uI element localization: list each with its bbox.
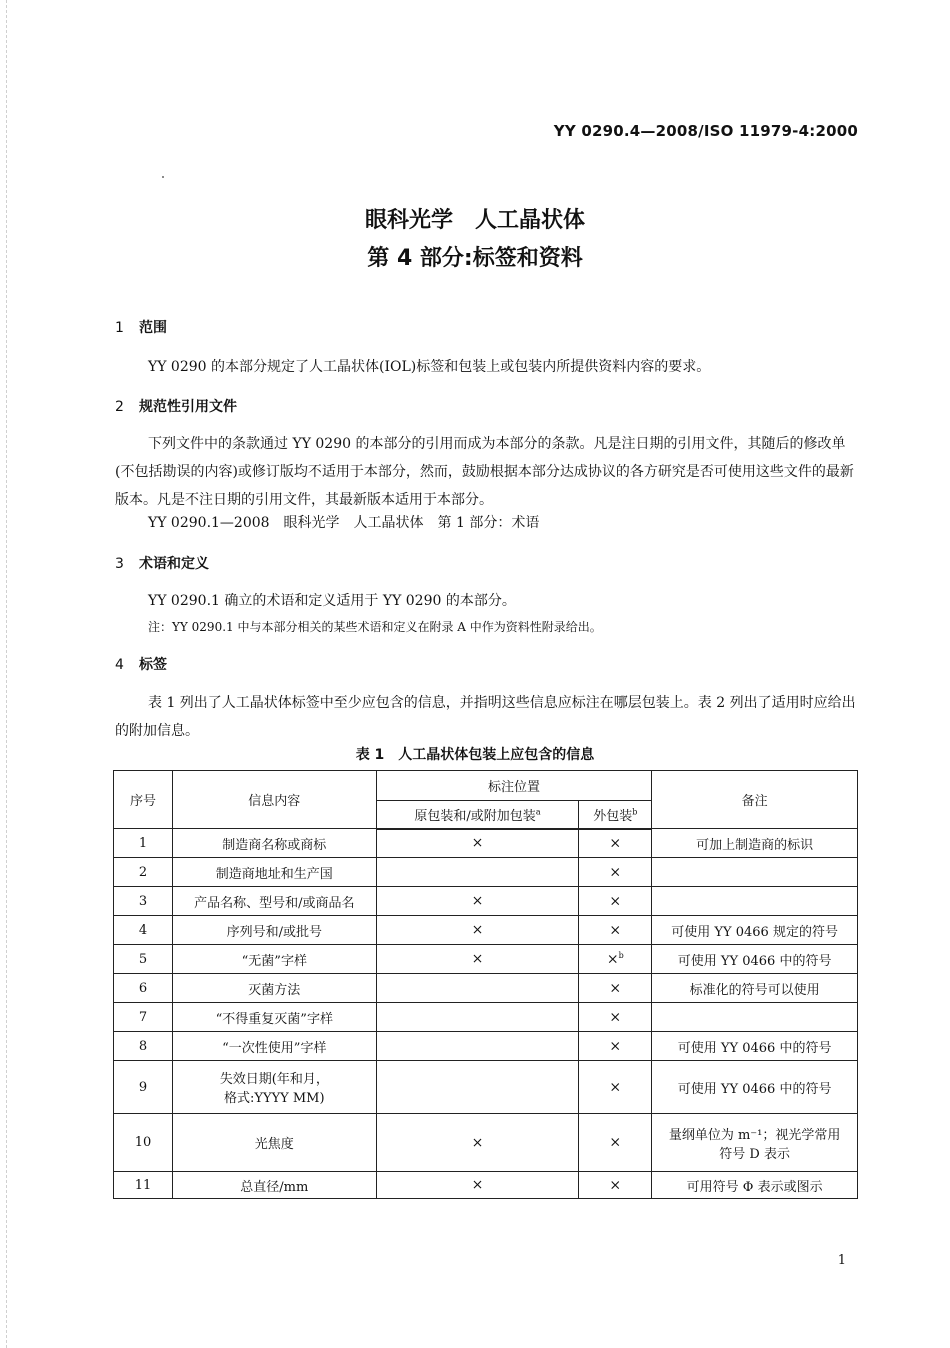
row-info: 灭菌方法: [172, 974, 376, 1003]
row-primary-mark: [376, 1003, 579, 1032]
row-seq: 11: [114, 1172, 173, 1199]
row-outer-mark: ×: [579, 829, 652, 858]
table-row: [114, 858, 858, 887]
section-3-heading: [115, 553, 209, 573]
header-position: 标注位置: [376, 771, 652, 801]
row-remark: 可用符号 Φ 表示或图示: [652, 1172, 858, 1199]
info-table: [113, 770, 858, 1199]
row-remark: 可使用 YY 0466 规定的符号: [652, 916, 858, 945]
row-info: 制造商名称或商标: [172, 829, 376, 858]
row-outer-mark: ×: [579, 916, 652, 945]
row-primary-mark: ×: [376, 829, 579, 858]
row-info: 总直径/mm: [172, 1172, 376, 1199]
row-info: 制造商地址和生产国: [172, 858, 376, 887]
row-info: 光焦度: [172, 1114, 376, 1172]
row-seq: 7: [114, 1003, 173, 1032]
header-remarks: 备注: [652, 771, 858, 829]
row-remark: 可加上制造商的标识: [652, 829, 858, 858]
section-1-text: YY 0290 的本部分规定了人工晶状体(IOL)标签和包装上或包装内所提供资料内容的要求。: [148, 359, 711, 375]
section-4-heading: [115, 654, 167, 674]
section-number: 1: [115, 320, 124, 336]
row-primary-mark: ×: [376, 1114, 579, 1172]
row-primary-mark: ×: [376, 887, 579, 916]
section-number: 3: [115, 556, 124, 572]
table-row: [114, 1003, 858, 1032]
table-row: [114, 916, 858, 945]
row-outer-mark: ×: [579, 1172, 652, 1199]
section-number: 4: [115, 657, 124, 673]
row-outer-mark: ×: [579, 1003, 652, 1032]
row-info: “不得重复灭菌”字样: [172, 1003, 376, 1032]
row-info: 失效日期(年和月， 格式:YYYY MM): [172, 1061, 376, 1114]
row-seq: 2: [114, 858, 173, 887]
section-2-text: 下列文件中的条款通过 YY 0290 的本部分的引用而成为本部分的条款。凡是注日期的引用文件，其随后的修改单(不包括勘误的内容)或修订版均不适用于本部分，然而，鼓励根据本部分达成协议的各方研究是否可使用这些文件的最新版本。凡是不注日期的引用文件，其最新版本适用于本部分。: [115, 436, 854, 508]
footnote-marker: b: [632, 807, 638, 817]
section-title: 术语和定义: [139, 556, 209, 572]
row-outer-mark: ×: [579, 974, 652, 1003]
row-remark: 可使用 YY 0466 中的符号: [652, 1061, 858, 1114]
row-info: 序列号和/或批号: [172, 916, 376, 945]
table-row: [114, 1172, 858, 1199]
normative-reference: YY 0290.1—2008 眼科光学 人工晶状体 第 1 部分：术语: [148, 515, 540, 531]
row-info: “无菌”字样: [172, 945, 376, 974]
standard-code: YY 0290.4—2008/ISO 11979-4:2000: [553, 122, 858, 140]
header-outer-package: 外包装$^b$: [579, 801, 652, 829]
footnote-marker: a: [535, 807, 541, 817]
row-seq: 6: [114, 974, 173, 1003]
table-row: [114, 1114, 858, 1172]
row-outer-mark: ×$^b$: [579, 945, 652, 974]
row-outer-mark: ×: [579, 1032, 652, 1061]
section-title: 标签: [139, 657, 167, 673]
section-1-heading: [115, 317, 167, 337]
row-remark: [652, 858, 858, 887]
header-seq: 序号: [114, 771, 173, 829]
table-row: [114, 887, 858, 916]
header-info: 信息内容: [172, 771, 376, 829]
row-remark: [652, 887, 858, 916]
table-row: [114, 829, 858, 858]
row-remark: 量纲单位为 m⁻¹；视光学常用 符号 D 表示: [652, 1114, 858, 1172]
section-title: 规范性引用文件: [139, 399, 237, 415]
row-seq: 1: [114, 829, 173, 858]
page-number: 1: [837, 1253, 846, 1268]
table-row: [114, 945, 858, 974]
document-title: 眼科光学 人工晶状体: [364, 208, 585, 233]
table-caption: 表 1 人工晶状体包装上应包含的信息: [355, 747, 595, 763]
footnote-marker: b: [618, 950, 624, 960]
section-4-text: 表 1 列出了人工晶状体标签中至少应包含的信息，并指明这些信息应标注在哪层包装上。表 2 列出了适用时应给出的附加信息。: [115, 695, 856, 739]
table-row: [114, 974, 858, 1003]
table-row: [114, 1061, 858, 1114]
row-primary-mark: [376, 1032, 579, 1061]
row-seq: 8: [114, 1032, 173, 1061]
section-3-text: YY 0290.1 确立的术语和定义适用于 YY 0290 的本部分。: [148, 593, 516, 609]
row-remark: [652, 1003, 858, 1032]
scan-dot: [162, 176, 164, 178]
row-primary-mark: [376, 1061, 579, 1114]
row-primary-mark: [376, 974, 579, 1003]
row-seq: 4: [114, 916, 173, 945]
row-outer-mark: ×: [579, 887, 652, 916]
row-seq: 10: [114, 1114, 173, 1172]
document-subtitle: 第 4 部分:标签和资料: [367, 246, 583, 271]
row-primary-mark: ×: [376, 916, 579, 945]
row-primary-mark: [376, 858, 579, 887]
row-seq: 5: [114, 945, 173, 974]
row-info: “一次性使用”字样: [172, 1032, 376, 1061]
section-title: 范围: [139, 320, 167, 336]
row-seq: 3: [114, 887, 173, 916]
row-seq: 9: [114, 1061, 173, 1114]
header-primary-package: 原包装和/或附加包装$^a$: [376, 801, 579, 829]
row-primary-mark: ×: [376, 1172, 579, 1199]
row-primary-mark: ×: [376, 945, 579, 974]
section-2-heading: [115, 396, 237, 416]
row-outer-mark: ×: [579, 858, 652, 887]
row-remark: 可使用 YY 0466 中的符号: [652, 1032, 858, 1061]
row-outer-mark: ×: [579, 1061, 652, 1114]
row-remark: 标准化的符号可以使用: [652, 974, 858, 1003]
row-remark: 可使用 YY 0466 中的符号: [652, 945, 858, 974]
section-3-note: 注：YY 0290.1 中与本部分相关的某些术语和定义在附录 A 中作为资料性附录给出。: [148, 620, 602, 634]
row-info: 产品名称、型号和/或商品名: [172, 887, 376, 916]
row-outer-mark: ×: [579, 1114, 652, 1172]
table-row: [114, 1032, 858, 1061]
section-number: 2: [115, 399, 124, 415]
